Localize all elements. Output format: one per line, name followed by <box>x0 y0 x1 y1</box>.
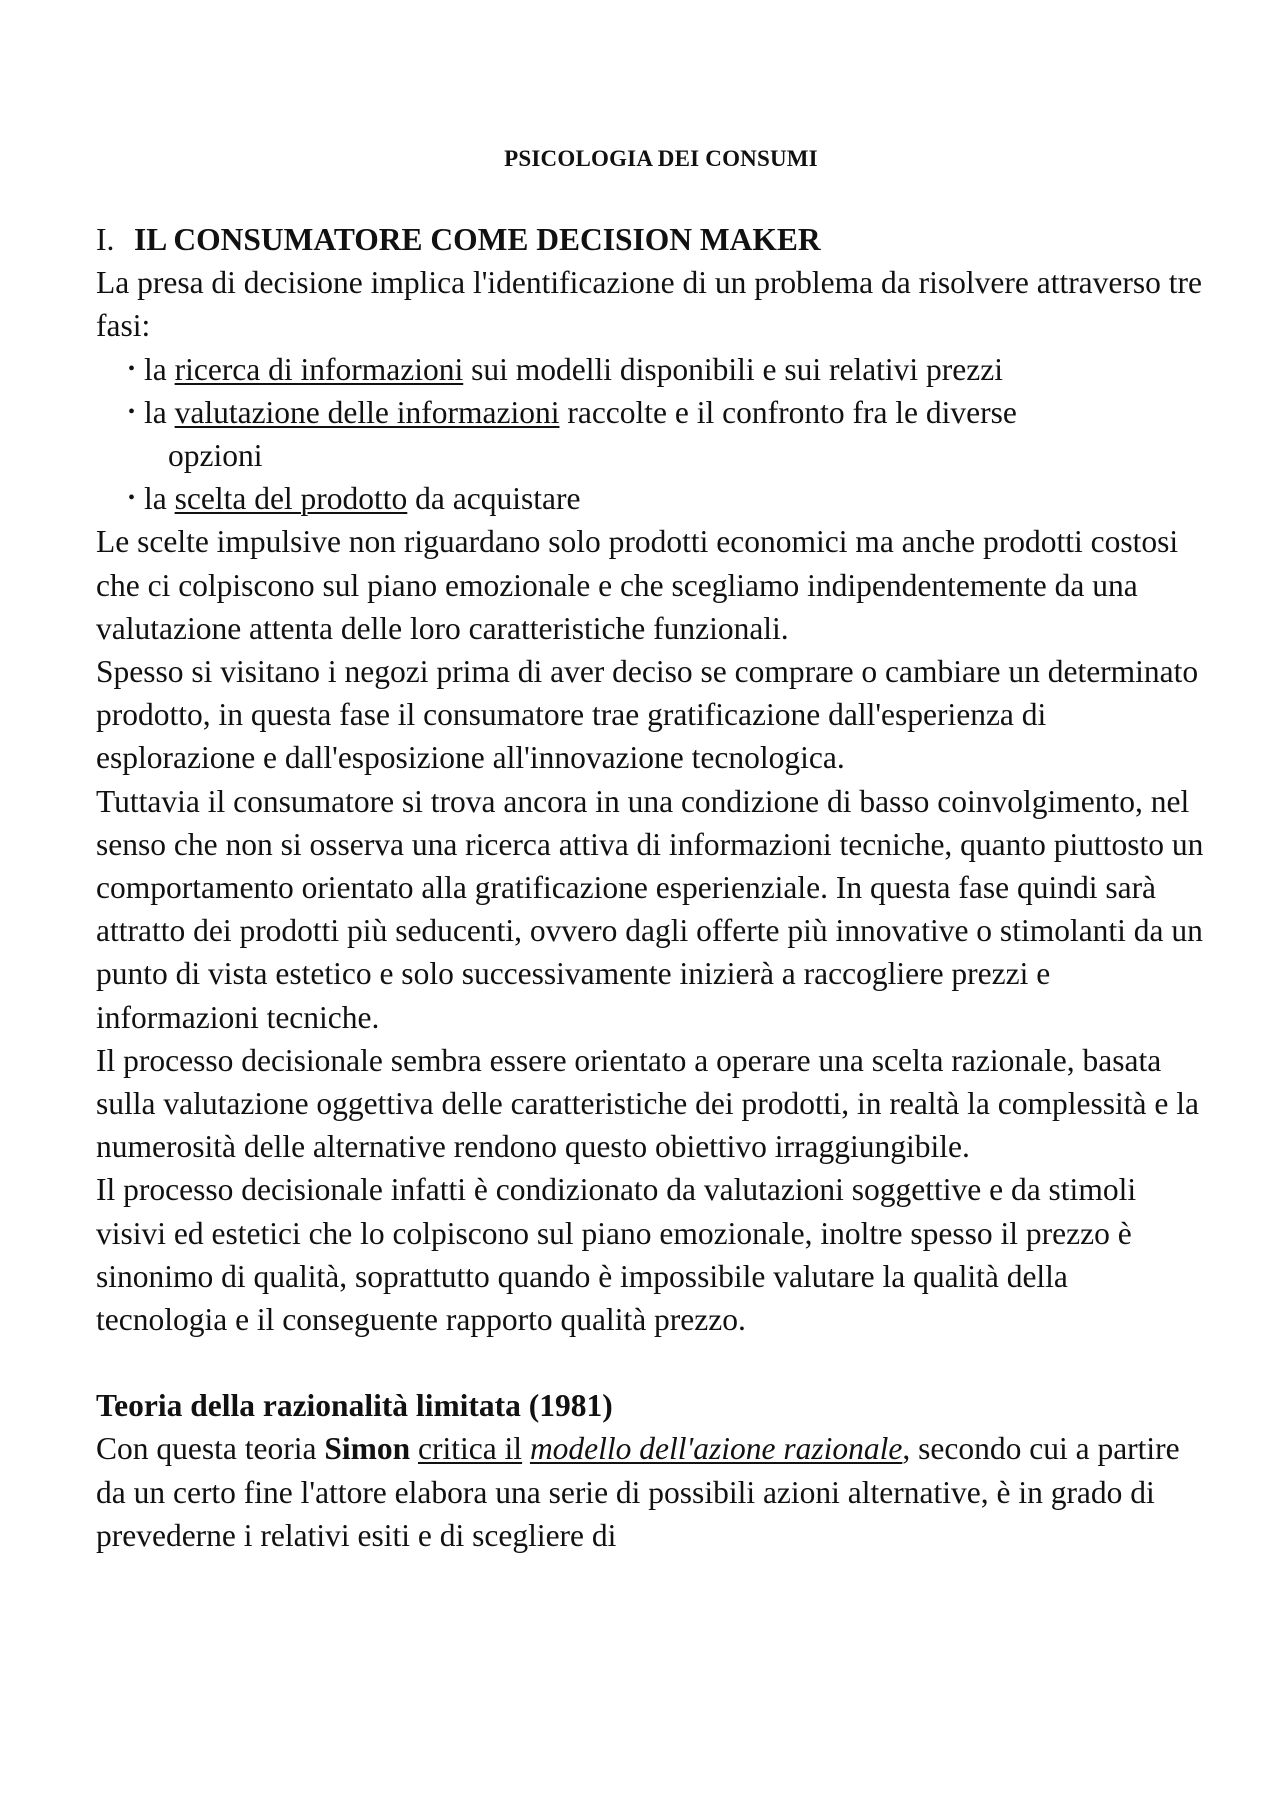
underlined-italic-term: modello dell'azione razionale <box>529 1431 903 1467</box>
section-heading-text: IL CONSUMATORE COME DECISION MAKER <box>134 222 821 257</box>
underlined-term: critica il <box>417 1431 523 1467</box>
list-item: • la valutazione delle informazioni raccolte e il confronto fra le diverse opzioni <box>132 391 1206 477</box>
spacer <box>96 1341 1206 1384</box>
paragraph: Il processo decisionale sembra essere orientato a operare una scelta razionale, basata sulla valutazione oggettiva delle caratteristiche dei prodotti, in realtà la complessità e la numerosità delle alternative rendono questo obiettivo irraggiungibile. <box>96 1042 1199 1165</box>
paragraph: Con questa teoria Simon critica il modello dell'azione razionale, secondo cui a partire da un certo fine l'attore elabora una serie di possibili azioni alternative, è in grado di prevederne i relativi esiti e di scegliere di <box>96 1431 1180 1553</box>
bullet-icon: • <box>128 357 136 380</box>
paragraph: Spesso si visitano i negozi prima di aver deciso se comprare o cambiare un determinato prodotto, in questa fase il consumatore trae gratificazione dall'esperienza di esplorazione e dall'esposizione all'innovazione tecnologica. <box>96 654 1199 776</box>
document-body <box>96 218 1206 1557</box>
list-item: • la ricerca di informazioni sui modelli disponibili e sui relativi prezzi <box>132 348 1206 391</box>
intro-paragraph: La presa di decisione implica l'identificazione di un problema da risolvere attraverso tre fasi: <box>96 265 1202 344</box>
bullet-icon: • <box>128 400 136 423</box>
paragraph: Il processo decisionale infatti è condizionato da valutazioni soggettive e da stimoli visivi ed estetici che lo colpiscono sul piano emozionale, inoltre spesso il prezzo è sinonimo di qualità, soprattutto quando è impossibile valutare la qualità della tecnologia e il conseguente rapporto qualità prezzo. <box>96 1172 1137 1338</box>
underlined-term: scelta del prodotto <box>174 481 408 517</box>
section-number: I. <box>96 222 115 257</box>
underlined-term: ricerca di informazioni <box>174 351 464 387</box>
bullet-icon: • <box>128 487 136 510</box>
section-heading <box>96 218 1206 261</box>
document-title: PSICOLOGIA DEI CONSUMI <box>504 146 818 171</box>
paragraph: Tuttavia il consumatore si trova ancora in una condizione di basso coinvolgimento, nel senso che non si osserva una ricerca attiva di informazioni tecniche, quanto piuttosto un comportamento orientato alla gratificazione esperienziale. In questa fase quindi sarà attratto dei prodotti più seducenti, ovvero dagli offerte più innovative o stimolanti da un punto di vista estetico e solo successivamente inizierà a raccogliere prezzi e informazioni tecniche. <box>96 783 1204 1035</box>
list-item: • la scelta del prodotto da acquistare <box>132 477 1206 520</box>
author-name: Simon <box>324 1431 411 1467</box>
phases-list <box>96 348 1206 521</box>
paragraph: Le scelte impulsive non riguardano solo prodotti economici ma anche prodotti costosi che ci colpiscono sul piano emozionale e che scegliamo indipendentemente da una valutazione attenta delle loro caratteristiche funzionali. <box>96 524 1179 646</box>
underlined-term: valutazione delle informazioni <box>174 394 560 430</box>
subsection-heading: Teoria della razionalità limitata (1981) <box>96 1388 613 1424</box>
